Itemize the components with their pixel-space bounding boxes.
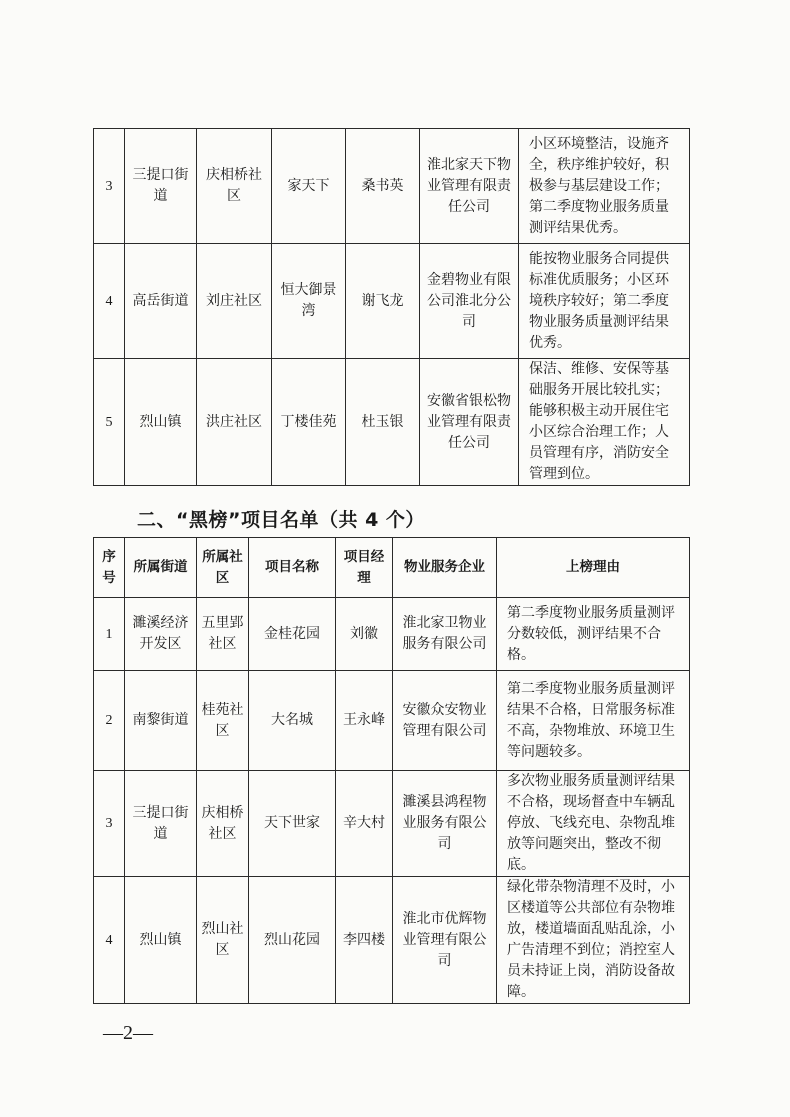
reason-cell: 多次物业服务质量测评结果不合格，现场督查中车辆乱停放、飞线充电、杂物乱堆放等问题突出，整改不彻底。 [497,771,690,877]
reason-cell: 绿化带杂物清理不及时，小区楼道等公共部位有杂物堆放，楼道墙面乱贴乱涂，小广告清理不到位；消控室人员未持证上岗，消防设备故障。 [497,877,690,1004]
header-manager: 项目经理 [336,538,393,598]
header-reason: 上榜理由 [497,538,690,598]
street-cell: 烈山镇 [125,359,197,486]
street-cell: 濉溪经济开发区 [125,598,197,671]
header-street: 所属街道 [125,538,197,598]
header-community: 所属社区 [197,538,249,598]
table-row [94,598,690,671]
community-cell: 烈山社区 [197,877,249,1004]
street-cell: 高岳街道 [125,244,197,359]
red-list-table-continued [93,128,690,486]
seq-cell: 4 [94,877,125,1004]
company-cell: 安徽众安物业管理有限公司 [393,671,497,771]
street-cell: 南黎街道 [125,671,197,771]
project-cell: 丁楼佳苑 [272,359,346,486]
seq-cell: 3 [94,129,125,244]
company-cell: 安徽省银松物业管理有限责任公司 [420,359,519,486]
page-number: —2— [103,1022,153,1044]
seq-cell: 3 [94,771,125,877]
manager-cell: 杜玉银 [346,359,420,486]
company-cell: 金碧物业有限公司淮北分公司 [420,244,519,359]
community-cell: 庆相桥社区 [197,771,249,877]
project-cell: 家天下 [272,129,346,244]
reason-cell: 保洁、维修、安保等基础服务开展比较扎实；能够积极主动开展住宅小区综合治理工作；人员管理有序，消防安全管理到位。 [519,359,690,486]
table-row [94,877,690,1004]
street-cell: 三提口街道 [125,771,197,877]
section-heading: 二、“黑榜”项目名单（共 4 个） [137,509,425,531]
project-cell: 天下世家 [249,771,336,877]
manager-cell: 谢飞龙 [346,244,420,359]
community-cell: 桂苑社区 [197,671,249,771]
company-cell: 淮北市优辉物业管理有限公司 [393,877,497,1004]
table-row [94,129,690,244]
header-company: 物业服务企业 [393,538,497,598]
header-seq: 序号 [94,538,125,598]
seq-cell: 1 [94,598,125,671]
seq-cell: 5 [94,359,125,486]
manager-cell: 桑书英 [346,129,420,244]
manager-cell: 李四楼 [336,877,393,1004]
company-cell: 淮北家天下物业管理有限责任公司 [420,129,519,244]
project-cell: 烈山花园 [249,877,336,1004]
table-row [94,359,690,486]
project-cell: 恒大御景湾 [272,244,346,359]
community-cell: 洪庄社区 [197,359,272,486]
seq-cell: 4 [94,244,125,359]
reason-cell: 能按物业服务合同提供标准优质服务；小区环境秩序较好；第二季度物业服务质量测评结果优秀。 [519,244,690,359]
street-cell: 三提口街道 [125,129,197,244]
reason-cell: 第二季度物业服务质量测评分数较低，测评结果不合格。 [497,598,690,671]
table-header-row [94,538,690,598]
table-row [94,671,690,771]
manager-cell: 刘徽 [336,598,393,671]
header-project: 项目名称 [249,538,336,598]
street-cell: 烈山镇 [125,877,197,1004]
black-list-table [93,537,690,1004]
manager-cell: 辛大村 [336,771,393,877]
community-cell: 庆相桥社区 [197,129,272,244]
company-cell: 濉溪县鸿程物业服务有限公司 [393,771,497,877]
project-cell: 大名城 [249,671,336,771]
community-cell: 刘庄社区 [197,244,272,359]
company-cell: 淮北家卫物业服务有限公司 [393,598,497,671]
project-cell: 金桂花园 [249,598,336,671]
table-row [94,244,690,359]
reason-cell: 第二季度物业服务质量测评结果不合格，日常服务标准不高，杂物堆放、环境卫生等问题较多。 [497,671,690,771]
community-cell: 五里郢社区 [197,598,249,671]
table-row [94,771,690,877]
seq-cell: 2 [94,671,125,771]
manager-cell: 王永峰 [336,671,393,771]
reason-cell: 小区环境整洁，设施齐全，秩序维护较好，积极参与基层建设工作；第二季度物业服务质量测评结果优秀。 [519,129,690,244]
